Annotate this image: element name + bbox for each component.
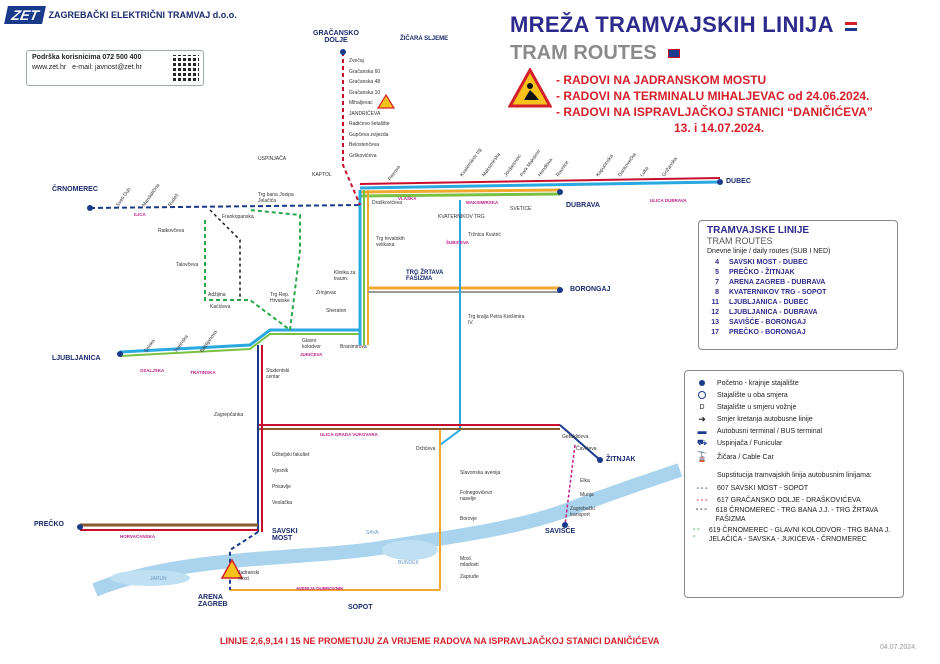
street-label: AVENIJA DUBROVNIK	[296, 586, 344, 591]
terminal-stop-icon	[699, 380, 705, 386]
legend-row: - - - 607 SAVSKI MOST - SOPOT	[696, 484, 809, 492]
street-label: HORVAĆANSKA	[120, 534, 156, 539]
line-12-east	[360, 194, 560, 196]
map-date: 04.07.2024.	[880, 644, 917, 651]
line-8-south	[440, 200, 460, 445]
logo-mark: ZET	[4, 6, 46, 24]
notice-item: - RADOVI NA JADRANSKOM MOSTU	[556, 73, 767, 87]
stop-label: Kapucinska	[595, 153, 615, 178]
terminal-savisce: SAVIŠĆE	[545, 528, 576, 535]
terminal-savski-most: SAVSKI MOST	[272, 528, 298, 542]
stop-label: Gračanska 60	[349, 68, 381, 75]
stop-label: Gračanska 48	[349, 79, 381, 85]
route-number: 7	[715, 279, 719, 286]
title-text: MREŽA TRAMVAJSKIH LINIJA	[510, 12, 833, 37]
stop-label: Folnegovićevo naselje	[460, 490, 493, 502]
route-number: 5	[715, 269, 719, 276]
stop-label: Zvečaj	[349, 58, 364, 64]
stop-label: Draškovićeva	[372, 200, 403, 206]
footer-notice: LINIJE 2,6,9,14 I 15 NE PROMETUJU ZA VRIJEME RADOVA NA ISPRAVLJAČKOJ STANICI DANIČIĆEVA	[220, 636, 660, 646]
legend-text: 607 SAVSKI MOST - SOPOT	[717, 484, 809, 492]
stop-label: Trg bana Josipa Jelačića	[258, 192, 294, 204]
street-label: ULICA GRADA VUKOVARA	[320, 432, 378, 437]
terminal-sopot: SOPOT	[348, 604, 373, 611]
symbols-legend	[684, 370, 904, 598]
legend-row: - - - 619 ČRNOMEREC - GLAVNI KOLODVOR - TRG BANA J. JELAČIĆA - SAVSKA - JUKIĆEVA - ČRNOMEREC	[693, 526, 895, 556]
kaptol-label: KAPTOL	[312, 172, 332, 178]
legend-text: Početno - krajnje stajalište	[717, 379, 799, 387]
street-label: MAKSIMIRSKA	[466, 200, 499, 205]
street-label: ILICA	[134, 212, 146, 217]
terminal-dot	[557, 287, 563, 293]
route-name: LJUBLJANICA - DUBRAVA	[729, 309, 818, 316]
stop-label: Prisavlje	[272, 484, 291, 490]
stop-label: Ratkovčeva	[158, 228, 185, 234]
stop-label: Učiteljski fakultet	[272, 452, 310, 458]
stop-label: Sheraton	[326, 308, 347, 314]
stop-label: Adžijina	[208, 292, 226, 298]
stop-label: Čavićeva	[576, 446, 597, 452]
stop-label: Gupčeva zvijezda	[349, 131, 389, 138]
route-row	[707, 278, 889, 288]
terminal-dot	[340, 49, 346, 55]
route-number: 12	[711, 309, 719, 316]
stop-label: Rudeš	[167, 192, 181, 208]
terminal-dot	[77, 524, 83, 530]
stop-label: Hondlova	[537, 157, 555, 178]
legend-row	[693, 389, 895, 401]
stop-label: Tržnica Kvatrić	[468, 232, 501, 238]
legend-row: - - - 618 ČRNOMEREC - TRG BANA J.J. - TRG ŽRTAVA FAŠIZMA	[693, 506, 895, 526]
stop-label: Maksimirska	[481, 151, 502, 178]
stop-label: Baštijanova	[199, 329, 219, 354]
bus-direction-arrow-icon: ➜	[698, 413, 706, 424]
stop-label: Gračanska 10	[349, 89, 381, 96]
support-phone: Podrška korisnicima 072 500 400	[32, 54, 142, 61]
stop-label: Kvaternikov trg	[459, 147, 484, 178]
terminal-gracansko: GRAČANSKO DOLJE	[313, 30, 359, 44]
stop-label: Slavonska avenija	[460, 470, 501, 476]
funicular-label: USPINJAČA	[258, 156, 287, 162]
street-label: JUKIĆEVA	[300, 352, 323, 357]
notice-item: 13. i 14.07.2024.	[674, 121, 765, 135]
website-link[interactable]: www.zet.hr	[32, 64, 67, 71]
terminal-arena: ARENA ZAGREB	[198, 594, 228, 608]
legend-text: 618 ČRNOMEREC - TRG BANA J.J. - TRG ŽRTAVA FAŠIZMA	[715, 507, 878, 523]
terminal-trg-zrtava: TRG ŽRTAVA FAŠIZMA	[406, 270, 444, 282]
terminal-dubrava: DUBRAVA	[566, 202, 600, 209]
stop-label: Talovčeva	[176, 262, 199, 268]
stop-label: Mihaljevac	[349, 100, 373, 106]
line-5-zitnjak	[560, 425, 600, 460]
stop-label: Dankovečka	[617, 152, 638, 178]
stop-label: Mosl. mladosti	[460, 556, 479, 568]
street-label: OZALJSKA	[140, 368, 165, 373]
bus-terminal-icon: ▬	[697, 426, 707, 436]
jarun-label: JARUN	[150, 576, 167, 582]
stop-label: KVATERNIKOV TRG	[438, 214, 485, 220]
route-row	[707, 318, 889, 328]
route-number: 4	[715, 259, 719, 266]
bus-619-route	[205, 210, 300, 330]
street-label: VLAŠKA	[398, 196, 417, 201]
stop-label: Sveti Duh	[115, 186, 133, 208]
stop-label: Glavni kolodvor	[302, 338, 321, 350]
legend-text: Uspinjača / Funicular	[717, 439, 783, 447]
stop-label: Zrinjevac	[316, 290, 337, 296]
legend-row	[693, 425, 895, 437]
company-name: ZAGREBAČKI ELEKTRIČNI TRAMVAJ d.o.o.	[48, 10, 237, 20]
stop-label: Grškovićeva	[349, 152, 377, 159]
legend-text: Žičara / Cable Car	[717, 453, 774, 461]
legend-row	[693, 449, 895, 465]
stop-label: Borovje	[460, 516, 477, 522]
routes-legend	[698, 220, 898, 350]
stop-label: Mandaličina	[141, 182, 162, 208]
one-direction-stop-icon: D	[699, 403, 705, 411]
stop-label: SVETICE	[510, 206, 532, 212]
stop-label: Radićevo šetalište	[349, 121, 390, 127]
stop-label: Držićeva	[416, 446, 436, 452]
route-row	[707, 288, 889, 298]
stop-label: Zagrebački transport	[570, 506, 595, 518]
cable-car-icon: 🚡	[695, 451, 709, 463]
sava-label: SAVA	[366, 530, 379, 536]
route-row	[707, 268, 889, 278]
legend-text: Stajalište u smjeru vožnje	[717, 403, 797, 411]
route-number: 17	[711, 329, 719, 336]
terminal-zitnjak: ŽITNJAK	[606, 456, 636, 463]
notice-item: - RADOVI NA TERMINALU MIHALJEVAC od 24.06.2024.	[556, 89, 870, 103]
gracani-stops	[349, 56, 390, 161]
legend-row: - - - 617 GRAČANSKO DOLJE - DRAŠKOVIĆEVA	[696, 496, 861, 504]
route-row	[707, 328, 889, 338]
terminal-dot	[717, 179, 723, 185]
route-number: 8	[715, 289, 719, 296]
route-name: SAVIŠĆE - BORONGAJ	[729, 319, 806, 326]
legend-row	[693, 401, 895, 413]
route-name: KVATERNIKOV TRG - SOPOT	[729, 289, 827, 296]
route-name: ARENA ZAGREB - DUBRAVA	[729, 279, 826, 286]
route-row	[707, 298, 889, 308]
legend-text: 619 ČRNOMEREC - GLAVNI KOLODVOR - TRG BANA J. JELAČIĆA - SAVSKA - JUKIĆEVA - ČRNOMEREC	[708, 527, 891, 543]
terminal-precko: PREČKO	[34, 521, 64, 528]
stop-label: Tratinska	[173, 333, 190, 354]
route-name: SAVSKI MOST - DUBEC	[729, 259, 808, 266]
stop-label: Trg kralja Petra Krešimira IV.	[468, 314, 525, 326]
legend-text: Autobusni terminal / BUS terminal	[717, 427, 823, 435]
street-label: TRATINSKA	[190, 370, 216, 375]
routes-legend-subtitle: TRAM ROUTES	[707, 236, 773, 246]
email-link[interactable]: e-mail: javnost@zet.hr	[72, 64, 142, 71]
line-7-east	[360, 190, 560, 192]
terminal-dubec: DUBEC	[726, 178, 751, 185]
legend-text: Stajalište u oba smjera	[717, 391, 788, 399]
stop-label: Kaćićeva	[210, 304, 231, 310]
stop-label: Frankopanska	[222, 214, 254, 220]
notice-item: - RADOVI NA ISPRAVLJAČKOJ STANICI “DANIČIĆEVA”	[556, 105, 873, 119]
route-number: 11	[711, 299, 719, 306]
stop-label: Zagrepčanka	[214, 412, 244, 418]
bus-618-route	[210, 210, 240, 300]
stop-label: Grižanska	[661, 156, 679, 178]
terminal-dot	[597, 457, 603, 463]
routes-legend-title: TRAMVAJSKE LINIJE	[707, 225, 810, 236]
terminal-dot	[117, 351, 123, 357]
stop-label: Vjesnik	[272, 468, 289, 474]
stop-label: Getaldićeva	[562, 434, 589, 440]
route-row	[707, 258, 889, 268]
route-row	[707, 308, 889, 318]
stop-label: Belostenčeva	[349, 142, 380, 148]
route-number: 13	[711, 319, 719, 326]
street-label: ŠUBIĆEVA	[446, 240, 469, 245]
funicular-icon: ⛟	[696, 438, 708, 447]
route-name: PREČKO - BORONGAJ	[729, 329, 806, 336]
stop-label: Park Maksimir	[519, 148, 543, 178]
bundek-label: BUNDEK	[398, 560, 419, 566]
stop-label: Luka	[639, 165, 651, 178]
both-direction-stop-icon	[698, 391, 706, 399]
terminal-dot	[557, 189, 563, 195]
route-name: PREČKO - ŽITNJAK	[729, 269, 795, 276]
legend-row	[693, 437, 895, 449]
stop-label: Munja	[580, 492, 594, 498]
stop-label: Branimirova	[340, 344, 367, 350]
legend-text: Smjer kretanja autobusne linije	[717, 415, 813, 423]
terminal-borongaj: BORONGAJ	[570, 286, 611, 293]
terminal-ljubljanica: LJUBLJANICA	[52, 355, 101, 362]
bundek-lake	[382, 540, 438, 560]
stop-label: Zapruđe	[460, 574, 479, 580]
street-label: ULICA DUBRAVA	[650, 198, 687, 203]
stop-label: Selska	[143, 338, 157, 354]
stop-label: Studentski centar	[266, 368, 290, 380]
legend-row	[693, 413, 895, 425]
legend-row	[693, 377, 895, 389]
line-ilica	[90, 205, 360, 208]
stop-label: JANDRIĆEVA	[349, 110, 381, 117]
stop-label: Petrova	[387, 164, 402, 182]
terminal-dot	[87, 205, 93, 211]
stop-label: Jadranski most	[238, 570, 260, 582]
stop-label: Trg hrvatskih velikana	[376, 236, 405, 248]
terminal-crnomerec: ČRNOMEREC	[52, 186, 98, 193]
stop-label: Veslačka	[272, 500, 293, 506]
stop-label: Elka	[580, 478, 590, 484]
legend-text: 617 GRAČANSKO DOLJE - DRAŠKOVIĆEVA	[717, 496, 861, 504]
stop-label: Ravnice	[555, 159, 571, 178]
stop-label: Trg Rep. Hrvatske	[270, 292, 290, 304]
routes-legend-daily: Dnevne linije / daily routes (SUB I NED)	[707, 248, 831, 255]
subtitle-text: TRAM ROUTES	[510, 42, 657, 64]
substitution-title: Supstitucija tramvajskih linija autobusnim linijama:	[717, 472, 872, 479]
terminal-zicara: ŽIČARA SLJEME	[400, 36, 449, 42]
route-name: LJUBLJANICA - DUBEC	[729, 299, 809, 306]
stop-label: Klinika za traum.	[334, 270, 356, 282]
stop-label: Jordanovac	[503, 153, 523, 178]
